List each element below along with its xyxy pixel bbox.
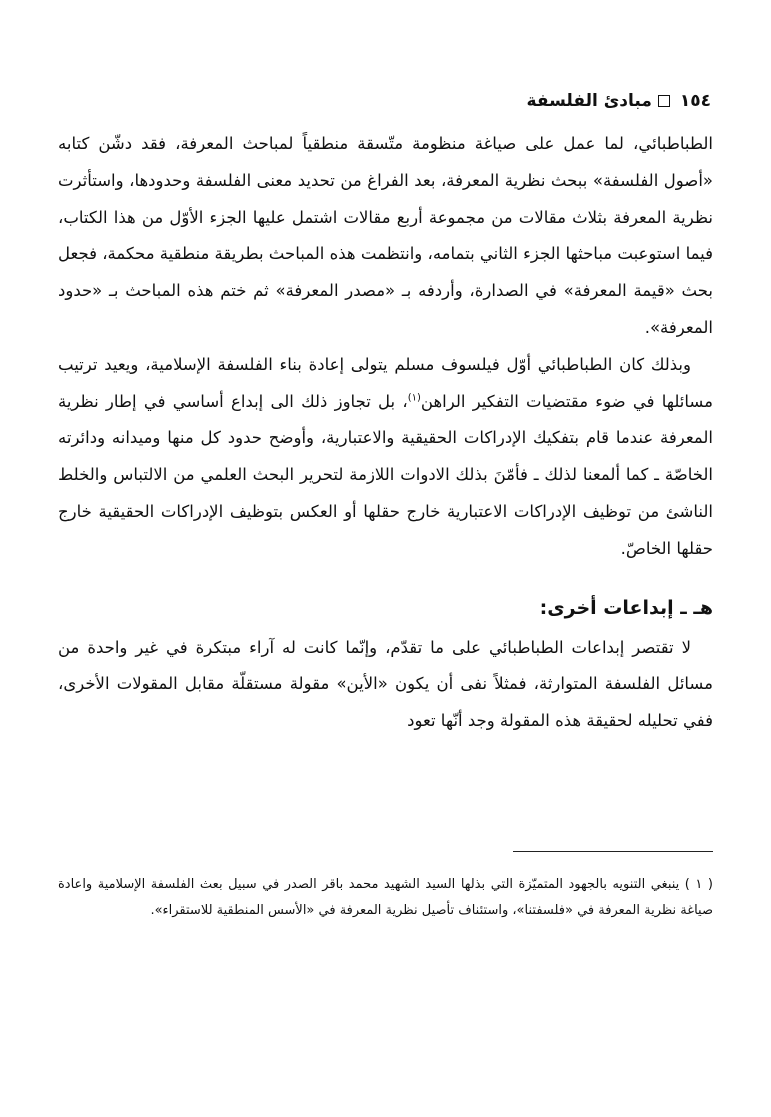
paragraph-2-part-1: وبذلك كان الطباطبائي أوّل فيلسوف مسلم يتولى إعادة بناء الفلسفة الإسلامية، ويعيد ترتيب مسائلها في ضوء مقتضيات التفكير الراهن [58,354,713,411]
footnote-reference: (١) [407,392,421,404]
square-separator-icon [658,95,670,107]
running-header [60,88,711,114]
section-paragraph: لا تقتصر إبداعات الطباطبائي على ما تقدّم، وإنّما كانت له آراء مبتكرة في غير واحدة من مسائل الفلسفة المتوارثة، فمثلاً نفى أن يكون «الأين» مقولة مستقلّة مقابل المقولات الأخرى، ففي تحليله لحقيقة هذه المقولة وجد أنّها تعود [58,637,713,731]
footnote-divider [513,851,713,852]
footnote-text: ( ١ ) ينبغي التنويه بالجهود المتميّزة التي بذلها السيد الشهيد محمد باقر الصدر في سبيل بعث الفلسفة الإسلامية واعادة صياغة نظرية المعرفة في «فلسفتنا»، واستئناف تأصيل نظرية المعرفة في «الأسس المنطقية للاستقراء». [58,877,713,918]
paragraph-2-part-2: ، بل تجاوز ذلك الى إبداع أساسي في إطار نظرية المعرفة عندما قام بتفكيك الإدراكات الحقيقية والاعتبارية، وأوضح حدود كل منها وميدانه ودائرته الخاصّة ـ كما ألمعنا لذلك ـ فأمّنَ بذلك الادوات اللازمة لتحرير البحث العلمي من الالتباس والخلط الناشئ من توظيف الإدراكات الاعتبارية خارج حقلها أو العكس بتوظيف الإدراكات الحقيقية خارج حقلها الخاصّ. [58,391,713,558]
paragraph-2 [58,347,713,568]
main-text [58,126,713,740]
page-number: ١٥٤ [679,91,711,111]
book-title: مبادئ الفلسفة [526,91,652,111]
paragraph-1: الطباطبائي، لما عمل على صياغة منظومة متّسقة منطقياً لمباحث المعرفة، فقد دشّن كتابه «أصول الفلسفة» ببحث نظرية المعرفة، بعد الفراغ من تحديد معنى الفلسفة وحدودها، واستأثرت نظرية المعرفة بثلاث مقالات من مجموعة أربع مقالات اشتمل عليها الجزء الأوّل من هذا الكتاب، فيما استوعبت مباحثها الجزء الثاني بتمامه، وانتظمت هذه المباحث بطريقة منطقية محكمة، فجعل بحث «قيمة المعرفة» في الصدارة، وأردفه بـ «مصدر المعرفة» ثم ختم هذه المباحث بـ «حدود المعرفة». [57,134,713,337]
section-heading: هـ ـ إبداعات أخرى: [539,596,713,619]
